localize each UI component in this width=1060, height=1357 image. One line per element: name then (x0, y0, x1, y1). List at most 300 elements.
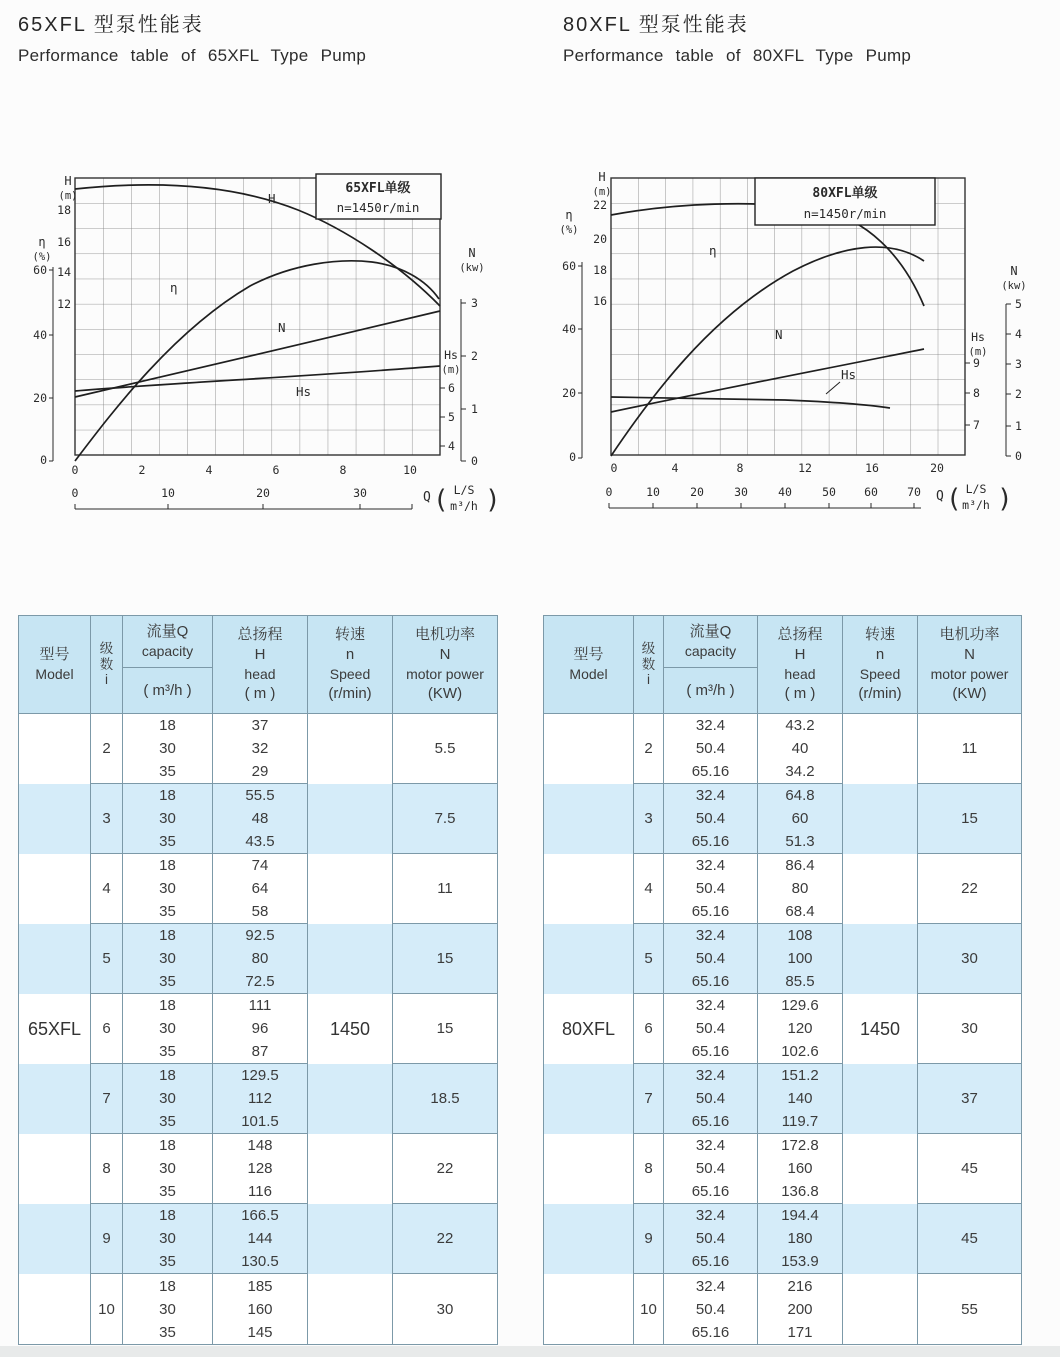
performance-table-80xfl (543, 615, 1022, 1345)
stage-number: 4 (644, 880, 653, 897)
capacity-header-unit: ( m³/h ) (123, 667, 212, 713)
capacity-value: 35 (159, 1323, 176, 1341)
x-ls-tick: 8 (339, 463, 347, 477)
chart-title: 80XFL单级 (812, 186, 878, 201)
hs-axis-unit: (m) (441, 364, 461, 376)
page-title-cn-right: 80XFL 型泵性能表 (563, 14, 749, 36)
capacity-value: 18 (159, 717, 176, 734)
power-cell (393, 1134, 497, 1204)
capacity-value: 18 (159, 997, 176, 1014)
capacity-value: 32.4 (695, 1207, 726, 1224)
eta-curve-label: η (709, 243, 717, 258)
stage-cell (91, 784, 123, 854)
chart-title: 65XFL单级 (345, 181, 411, 196)
capacity-value: 65.16 (691, 1183, 730, 1200)
h-axis-unit: (m) (58, 190, 78, 202)
stage-number: 7 (644, 1090, 653, 1107)
head-header: 总扬程 H head ( m ) (758, 616, 843, 714)
q-label-group (936, 482, 1013, 514)
capacity-value: 65.16 (691, 833, 730, 850)
capacity-value: 18 (159, 927, 176, 944)
capacity-cell (123, 924, 213, 994)
head-cell (213, 784, 308, 854)
head-value: 80 (791, 880, 809, 897)
h-tick: 22 (593, 198, 607, 212)
power-header: 电机功率 N motor power (KW) (918, 616, 1021, 714)
capacity-value: 32.4 (695, 927, 726, 944)
capacity-cell (664, 784, 758, 854)
h-axis-unit: (m) (592, 186, 612, 198)
stage-cell (91, 1134, 123, 1204)
head-value: 58 (251, 903, 269, 920)
stage-number: 10 (98, 1300, 115, 1318)
capacity-cell (664, 924, 758, 994)
hs-curve-label: Hs (296, 384, 312, 399)
stage-number: 6 (644, 1020, 653, 1037)
eta-curve-label: η (170, 280, 178, 295)
stage-number: 10 (640, 1300, 657, 1318)
stage-cell (634, 1204, 664, 1274)
stage-cell (634, 924, 664, 994)
n-axis-unit: (kw) (459, 262, 485, 274)
power-value: 15 (436, 1020, 454, 1037)
capacity-value: 35 (159, 833, 176, 850)
head-cell (758, 994, 843, 1064)
head-value: 100 (787, 950, 813, 967)
x-ls-tick: 4 (205, 463, 213, 477)
n-tick: 1 (471, 402, 478, 416)
stage-cell (91, 1064, 123, 1134)
hs-axis-name: Hs (971, 330, 985, 344)
head-value: 108 (787, 927, 813, 944)
x-m3h-tick: 70 (907, 485, 921, 499)
x-ls-tick: 0 (71, 463, 79, 477)
x-ls-tick: 6 (272, 463, 280, 477)
head-value: 140 (787, 1090, 813, 1107)
stage-number: 5 (644, 950, 653, 967)
power-value: 15 (961, 810, 978, 827)
head-cell (758, 1134, 843, 1204)
capacity-value: 50.4 (695, 1160, 726, 1177)
hs-curve-label: Hs (841, 367, 857, 382)
q-paren-open: ( (946, 484, 962, 514)
capacity-cell (123, 994, 213, 1064)
capacity-cell (664, 1134, 758, 1204)
performance-chart-65xfl (20, 158, 520, 523)
head-value: 216 (787, 1277, 813, 1295)
stage-number: 8 (644, 1160, 653, 1177)
hs-axis-name: Hs (444, 348, 458, 362)
power-cell (918, 994, 1021, 1064)
head-value: 129.5 (241, 1067, 279, 1084)
x-axis-ruler (75, 504, 412, 509)
capacity-value: 18 (159, 1207, 176, 1224)
head-value: 153.9 (781, 1253, 819, 1270)
q-label: Q (936, 489, 944, 504)
head-value: 194.4 (781, 1207, 819, 1224)
head-value: 29 (251, 763, 269, 780)
stage-number: 6 (102, 1020, 111, 1037)
eta-axis-name: η (565, 208, 573, 222)
head-value: 160 (247, 1300, 273, 1318)
stage-cell (634, 1134, 664, 1204)
hs-axis (965, 330, 987, 432)
head-value: 68.4 (785, 903, 815, 920)
head-value: 101.5 (241, 1113, 279, 1130)
x-m3h-tick: 10 (161, 486, 175, 500)
q-label-group (423, 483, 501, 515)
model-header-cn: 型号 (573, 645, 604, 663)
n-tick: 2 (1015, 387, 1022, 401)
head-cell (213, 714, 308, 784)
n-axis-unit: (kw) (1001, 280, 1027, 292)
hs-axis-unit: (m) (968, 346, 988, 358)
power-cell (393, 994, 497, 1064)
stage-number: 9 (102, 1230, 111, 1247)
x-ls-tick: 8 (736, 461, 744, 475)
hs-tick: 7 (973, 418, 980, 432)
n-tick: 2 (471, 349, 478, 363)
power-cell (918, 1134, 1021, 1204)
power-value: 7.5 (434, 810, 456, 827)
capacity-cell (664, 714, 758, 784)
head-cell (758, 1274, 843, 1344)
head-value: 111 (248, 997, 272, 1014)
speed-value: 1450 (308, 714, 393, 1344)
power-value: 30 (436, 1300, 454, 1318)
stage-number: 7 (102, 1090, 111, 1107)
stage-cell (634, 1274, 664, 1344)
n-tick: 0 (471, 454, 478, 468)
head-value: 34.2 (785, 763, 815, 780)
h-tick: 18 (57, 203, 71, 217)
capacity-value: 35 (159, 973, 176, 990)
capacity-value: 65.16 (691, 1253, 730, 1270)
h-tick: 16 (57, 235, 71, 249)
page-title-cn-left: 65XFL 型泵性能表 (18, 14, 204, 36)
stage-cell (634, 1064, 664, 1134)
capacity-value: 32.4 (695, 787, 726, 804)
capacity-header-cn: 流量Q (146, 623, 189, 641)
head-value: 180 (787, 1230, 813, 1247)
capacity-value: 65.16 (691, 1113, 730, 1130)
eta-tick: 0 (40, 453, 47, 467)
x-m3h-tick: 10 (646, 485, 660, 499)
speed-value: 1450 (843, 714, 918, 1344)
power-value: 30 (961, 1020, 978, 1037)
n-tick: 3 (1015, 357, 1022, 371)
capacity-value: 65.16 (691, 1043, 730, 1060)
capacity-value: 30 (159, 950, 176, 967)
stage-header: 级 数 i (91, 616, 123, 714)
x-axis-ls (611, 461, 944, 475)
power-cell (393, 854, 497, 924)
stage-number: 2 (102, 740, 111, 757)
head-cell (213, 1134, 308, 1204)
capacity-header-en: capacity (684, 643, 737, 660)
capacity-cell (664, 994, 758, 1064)
capacity-value: 32.4 (695, 997, 726, 1014)
head-cell (213, 994, 308, 1064)
capacity-value: 18 (159, 857, 176, 874)
power-header: 电机功率 N motor power (KW) (393, 616, 497, 714)
eta-axis (33, 235, 53, 467)
capacity-cell (123, 1274, 213, 1344)
page-bottom-edge (0, 1346, 1060, 1357)
capacity-value: 30 (159, 880, 176, 897)
head-value: 148 (247, 1137, 273, 1154)
x-m3h-tick: 20 (690, 485, 704, 499)
power-cell (918, 784, 1021, 854)
eta-axis-unit: (%) (32, 251, 52, 263)
head-value: 87 (251, 1043, 269, 1060)
q-paren-close: ) (485, 485, 501, 515)
head-cell (758, 784, 843, 854)
capacity-value: 35 (159, 1043, 176, 1060)
head-value: 64 (251, 880, 269, 897)
model-value: 80XFL (544, 714, 634, 1344)
capacity-cell (123, 1204, 213, 1274)
hs-tick: 4 (448, 439, 455, 453)
power-cell (393, 1274, 497, 1344)
x-axis-m3h (72, 486, 412, 509)
model-header-en: Model (35, 666, 74, 683)
q-paren-open: ( (433, 485, 449, 515)
q-unit-top: L/S (965, 482, 987, 496)
capacity-value: 50.4 (695, 1300, 726, 1318)
x-m3h-tick: 0 (71, 486, 79, 500)
capacity-value: 30 (159, 1230, 176, 1247)
h-tick: 16 (593, 294, 607, 308)
stage-number: 2 (644, 740, 653, 757)
power-cell (393, 1204, 497, 1274)
eta-axis (560, 208, 582, 464)
head-header: 总扬程 H head ( m ) (213, 616, 308, 714)
head-cell (213, 924, 308, 994)
power-value: 22 (961, 880, 978, 897)
power-cell (393, 924, 497, 994)
capacity-value: 18 (159, 1277, 176, 1295)
power-value: 55 (961, 1300, 978, 1318)
capacity-cell (664, 1274, 758, 1344)
capacity-value: 50.4 (695, 1090, 726, 1107)
n-tick: 0 (1015, 449, 1022, 463)
chart-speed: n=1450r/min (336, 200, 420, 215)
x-ls-tick: 16 (865, 461, 879, 475)
capacity-value: 32.4 (695, 717, 726, 734)
capacity-cell (123, 784, 213, 854)
capacity-value: 32.4 (695, 1277, 726, 1295)
head-value: 151.2 (781, 1067, 819, 1084)
capacity-value: 65.16 (691, 1323, 730, 1341)
q-unit-bottom: m³/h (450, 499, 478, 513)
capacity-value: 35 (159, 1113, 176, 1130)
page-title-en-left: Performance table of 65XFL Type Pump (18, 46, 367, 65)
capacity-value: 30 (159, 1160, 176, 1177)
stage-cell (91, 1204, 123, 1274)
capacity-value: 50.4 (695, 1230, 726, 1247)
head-value: 43.5 (245, 833, 275, 850)
head-value: 112 (248, 1090, 272, 1107)
head-value: 185 (247, 1277, 273, 1295)
stage-cell (634, 854, 664, 924)
n-curve-label: N (278, 320, 286, 335)
head-cell (213, 854, 308, 924)
power-value: 45 (961, 1160, 978, 1177)
q-paren-close: ) (997, 484, 1013, 514)
power-cell (918, 854, 1021, 924)
capacity-header-cn: 流量Q (689, 623, 732, 641)
capacity-value: 50.4 (695, 1020, 726, 1037)
power-value: 45 (961, 1230, 978, 1247)
power-cell (393, 714, 497, 784)
capacity-value: 35 (159, 763, 176, 780)
model-header (19, 616, 91, 714)
head-value: 86.4 (785, 857, 815, 874)
eta-axis-name: η (38, 235, 46, 249)
x-m3h-tick: 30 (734, 485, 748, 499)
head-value: 64.8 (785, 787, 815, 804)
capacity-value: 18 (159, 1137, 176, 1154)
x-m3h-tick: 60 (864, 485, 878, 499)
power-cell (918, 1204, 1021, 1274)
head-value: 136.8 (781, 1183, 819, 1200)
h-tick: 12 (57, 297, 71, 311)
hs-tick: 8 (973, 386, 980, 400)
capacity-value: 30 (159, 1020, 176, 1037)
eta-tick: 20 (33, 391, 47, 405)
x-ls-tick: 12 (798, 461, 812, 475)
head-value: 55.5 (245, 787, 275, 804)
head-cell (213, 1204, 308, 1274)
capacity-value: 50.4 (695, 950, 726, 967)
n-tick: 3 (471, 296, 478, 310)
performance-table-65xfl (18, 615, 498, 1345)
power-value: 37 (961, 1090, 978, 1107)
stage-cell (634, 994, 664, 1064)
page-title-en-right: Performance table of 80XFL Type Pump (563, 46, 912, 65)
head-value: 116 (248, 1183, 272, 1200)
power-value: 30 (961, 950, 978, 967)
stage-number: 5 (102, 950, 111, 967)
power-cell (918, 1064, 1021, 1134)
head-value: 130.5 (241, 1253, 279, 1270)
chart-title-box (755, 178, 935, 225)
head-value: 72.5 (245, 973, 275, 990)
capacity-value: 30 (159, 1090, 176, 1107)
power-cell (918, 714, 1021, 784)
eta-tick: 0 (569, 450, 576, 464)
power-value: 11 (961, 740, 978, 757)
capacity-header (664, 616, 758, 714)
speed-header: 转速 n Speed (r/min) (843, 616, 918, 714)
model-header (544, 616, 634, 714)
head-value: 37 (251, 717, 269, 734)
n-axis (459, 246, 484, 468)
x-ls-tick: 2 (138, 463, 146, 477)
capacity-cell (123, 714, 213, 784)
capacity-value: 32.4 (695, 1137, 726, 1154)
capacity-header-unit: ( m³/h ) (664, 667, 757, 713)
speed-header: 转速 n Speed (r/min) (308, 616, 393, 714)
capacity-value: 35 (159, 1183, 176, 1200)
title-block-80xfl (563, 8, 911, 66)
head-value: 119.7 (781, 1113, 819, 1130)
capacity-value: 35 (159, 1253, 176, 1270)
eta-tick: 60 (33, 263, 47, 277)
h-axis-name: H (64, 174, 72, 188)
power-value: 15 (436, 950, 454, 967)
head-value: 171 (787, 1323, 813, 1341)
head-cell (758, 1064, 843, 1134)
power-value: 11 (437, 880, 453, 897)
head-value: 128 (247, 1160, 273, 1177)
h-axis-name: H (598, 170, 606, 184)
power-cell (918, 1274, 1021, 1344)
stage-number: 9 (644, 1230, 653, 1247)
head-value: 144 (247, 1230, 273, 1247)
n-axis-name: N (468, 246, 476, 260)
head-cell (758, 714, 843, 784)
n-tick: 1 (1015, 419, 1022, 433)
head-value: 102.6 (781, 1043, 819, 1060)
stage-cell (634, 714, 664, 784)
head-value: 172.8 (781, 1137, 819, 1154)
q-unit-bottom: m³/h (962, 498, 990, 512)
head-value: 43.2 (785, 717, 815, 734)
head-value: 85.5 (785, 973, 815, 990)
capacity-value: 18 (159, 787, 176, 804)
stage-number: 8 (102, 1160, 111, 1177)
stage-cell (91, 994, 123, 1064)
model-header-en: Model (569, 666, 608, 683)
head-value: 48 (251, 810, 269, 827)
capacity-value: 18 (159, 1067, 176, 1084)
stage-number: 4 (102, 880, 111, 897)
chart-speed: n=1450r/min (803, 206, 887, 221)
x-m3h-tick: 30 (353, 486, 367, 500)
eta-axis-unit: (%) (559, 224, 579, 236)
capacity-value: 32.4 (695, 1067, 726, 1084)
head-value: 96 (251, 1020, 269, 1037)
capacity-value: 65.16 (691, 763, 730, 780)
capacity-value: 30 (159, 1300, 176, 1318)
x-m3h-tick: 0 (605, 485, 613, 499)
n-tick: 4 (1015, 327, 1022, 341)
capacity-value: 50.4 (695, 810, 726, 827)
capacity-cell (664, 854, 758, 924)
h-curve-label: H (268, 191, 276, 206)
h-tick: 20 (593, 232, 607, 246)
q-label: Q (423, 490, 431, 505)
head-value: 32 (251, 740, 269, 757)
capacity-header (123, 616, 213, 714)
x-m3h-tick: 40 (778, 485, 792, 499)
capacity-cell (123, 1134, 213, 1204)
capacity-cell (664, 1064, 758, 1134)
head-value: 160 (787, 1160, 813, 1177)
n-curve-label: N (775, 327, 783, 342)
head-value: 120 (787, 1020, 813, 1037)
performance-chart-80xfl (545, 158, 1050, 523)
h-tick: 18 (593, 263, 607, 277)
stage-cell (91, 854, 123, 924)
head-value: 200 (787, 1300, 813, 1318)
capacity-value: 50.4 (695, 880, 726, 897)
x-m3h-tick: 50 (822, 485, 836, 499)
head-cell (758, 924, 843, 994)
head-cell (213, 1274, 308, 1344)
